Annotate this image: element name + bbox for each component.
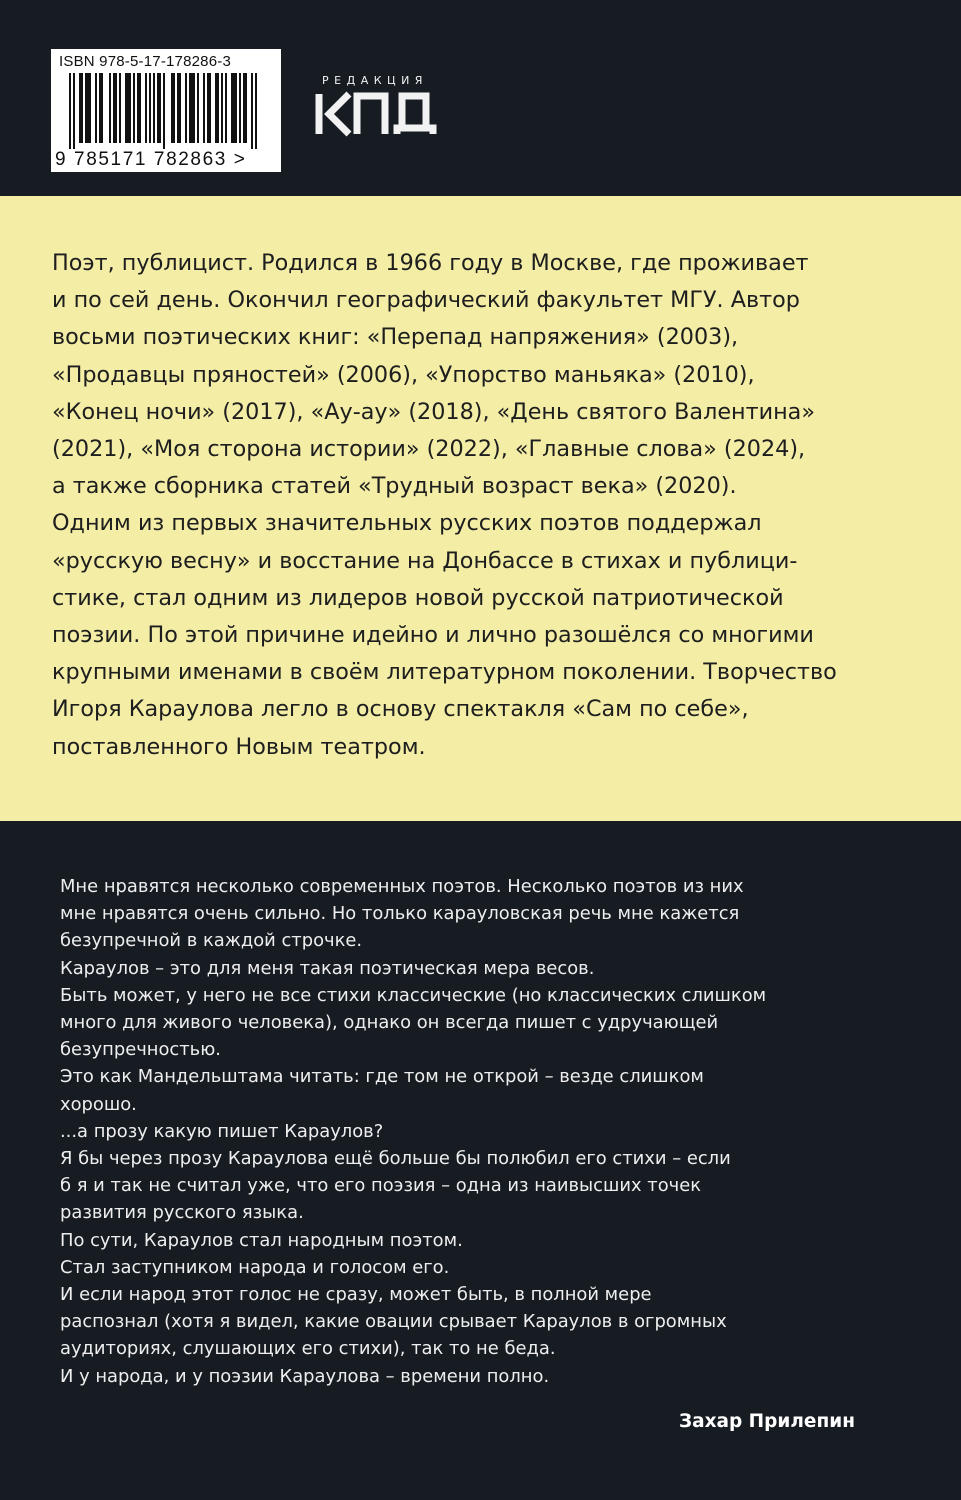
- top-band: [0, 0, 961, 196]
- quote-line: безупречностью.: [60, 1039, 221, 1061]
- barcode-bar: [99, 73, 101, 143]
- bio-line: «русскую весну» и восстание на Донбассе в стихах и публици-: [52, 547, 798, 574]
- barcode-bar: [231, 73, 233, 143]
- barcode-bar: [149, 73, 151, 143]
- barcode-bar: [239, 73, 241, 143]
- quote-line: мне нравятся очень сильно. Но только карауловская речь мне кажется: [60, 903, 740, 925]
- quote-line: И если народ этот голос не сразу, может быть, в полной мере: [60, 1284, 652, 1306]
- bio-line: «Конец ночи» (2017), «Ау-ау» (2018), «День святого Валентина»: [52, 398, 815, 425]
- isbn-number: ISBN 978-5-17-178286-3: [59, 53, 232, 70]
- barcode-bar: [129, 73, 131, 143]
- barcode-bar: [73, 73, 75, 149]
- isbn-barcode: [51, 49, 281, 172]
- quote-line: безупречной в каждой строчке.: [60, 930, 363, 952]
- barcode-bar: [221, 73, 223, 143]
- barcode-bar: [215, 73, 217, 143]
- bio-line: стике, стал одним из лидеров новой русской патриотической: [52, 584, 784, 611]
- barcode-bar: [81, 73, 83, 143]
- publisher-logo: [313, 74, 443, 144]
- bio-line: «Продавцы пряностей» (2006), «Упорство маньяка» (2010),: [52, 361, 755, 388]
- quote-author: Захар Прилепин: [678, 1411, 855, 1432]
- barcode-digits: 9 785171 782863 >: [55, 149, 247, 170]
- barcode-bar: [203, 73, 205, 143]
- barcode-bar: [113, 73, 115, 143]
- quote-line: развития русского языка.: [60, 1202, 304, 1224]
- barcode-bar: [197, 73, 199, 143]
- barcode-bar: [85, 73, 87, 143]
- barcode-bar: [193, 73, 195, 143]
- barcode-bar: [119, 73, 121, 143]
- barcode-bar: [145, 73, 147, 143]
- barcode-bar: [115, 73, 117, 143]
- barcode-bar: [217, 73, 219, 143]
- quote-line: ...а прозу какую пишет Караулов?: [60, 1120, 384, 1142]
- barcode-bar: [251, 73, 253, 149]
- quote-line: По сути, Караулов стал народным поэтом.: [60, 1229, 463, 1251]
- barcode-bar: [139, 73, 141, 143]
- quote-line: аудиториях, слушающих его стихи), так то не беда.: [60, 1338, 556, 1360]
- bio-line: крупными именами в своём литературном поколении. Творчество: [52, 659, 837, 686]
- bio-line: а также сборника статей «Трудный возраст века» (2020).: [52, 473, 737, 500]
- barcode-bar: [189, 73, 191, 143]
- barcode-bar: [125, 73, 127, 143]
- barcode-bar: [109, 73, 111, 143]
- bio-line: поставленного Новым театром.: [52, 733, 426, 760]
- barcode-bar: [171, 73, 173, 143]
- barcode-bar: [69, 73, 71, 149]
- barcode-bar: [159, 73, 161, 143]
- quote-line: Я бы через прозу Караулова ещё больше бы полюбил его стихи – если: [60, 1148, 731, 1170]
- barcode-bar: [243, 73, 245, 143]
- barcode-bar: [95, 73, 97, 143]
- barcode-bar: [157, 73, 159, 143]
- bio-line: Игоря Караулова легло в основу спектакля «Сам по себе»,: [52, 696, 749, 723]
- quote-line: И у народа, и у поэзии Караулова – времени полно.: [60, 1365, 550, 1387]
- review-quote: [60, 873, 920, 1390]
- barcode-bar: [133, 73, 135, 143]
- bio-line: поэзии. По этой причине идейно и лично разошёлся со многими: [52, 622, 814, 649]
- barcode-bar: [163, 73, 165, 149]
- quote-line: Караулов – это для меня такая поэтическая мера весов.: [60, 957, 595, 979]
- quote-line: Стал заступником народа и голосом его.: [60, 1256, 450, 1278]
- publisher-caption: РЕДАКЦИЯ: [322, 74, 428, 87]
- quote-line: Быть может, у него не все стихи классические (но классических слишком: [60, 984, 767, 1006]
- barcode-bar: [153, 73, 155, 143]
- quote-line: распознал (хотя я видел, какие овации срывает Караулов в огромных: [60, 1311, 727, 1333]
- bio-line: восьми поэтических книг: «Перепад напряжения» (2003),: [52, 324, 739, 351]
- author-bio: [52, 245, 912, 766]
- barcode-bar: [87, 73, 89, 143]
- bio-line: (2021), «Моя сторона истории» (2022), «Главные слова» (2024),: [52, 436, 806, 463]
- barcode-bar: [245, 73, 247, 143]
- quote-line: Мне нравятся несколько современных поэтов. Несколько поэтов из них: [60, 876, 744, 897]
- barcode-bar: [225, 73, 227, 143]
- barcode-bar: [191, 73, 193, 143]
- kpd-logo-icon: [313, 90, 443, 140]
- bio-line: Поэт, публицист. Родился в 1966 году в Москве, где проживает: [52, 250, 809, 276]
- quote-line: б я и так не считал уже, что его поэзия – одна из наивысших точек: [60, 1175, 702, 1197]
- barcode-bar: [127, 73, 129, 143]
- barcode-bar: [185, 73, 187, 143]
- barcode-bar: [79, 73, 81, 143]
- bio-line: Одним из первых значительных русских поэтов поддержал: [52, 510, 762, 537]
- barcode-bar: [137, 73, 139, 143]
- barcode-bar: [235, 73, 237, 143]
- quote-line: хорошо.: [60, 1093, 137, 1115]
- barcode-bar: [179, 73, 181, 143]
- barcode-bar: [207, 73, 209, 143]
- barcode-bar: [101, 73, 103, 143]
- barcode-bar: [173, 73, 175, 143]
- barcode-bar: [255, 73, 257, 149]
- quote-line: Это как Мандельштама читать: где том не открой – везде слишком: [60, 1066, 704, 1088]
- barcode-bar: [233, 73, 235, 143]
- barcode-bar: [89, 73, 91, 143]
- quote-line: много для живого человека), однако он всегда пишет с удручающей: [60, 1012, 719, 1034]
- barcode-bar: [177, 73, 179, 143]
- bio-line: и по сей день. Окончил географический факультет МГУ. Автор: [52, 287, 800, 314]
- barcode-bar: [209, 73, 211, 143]
